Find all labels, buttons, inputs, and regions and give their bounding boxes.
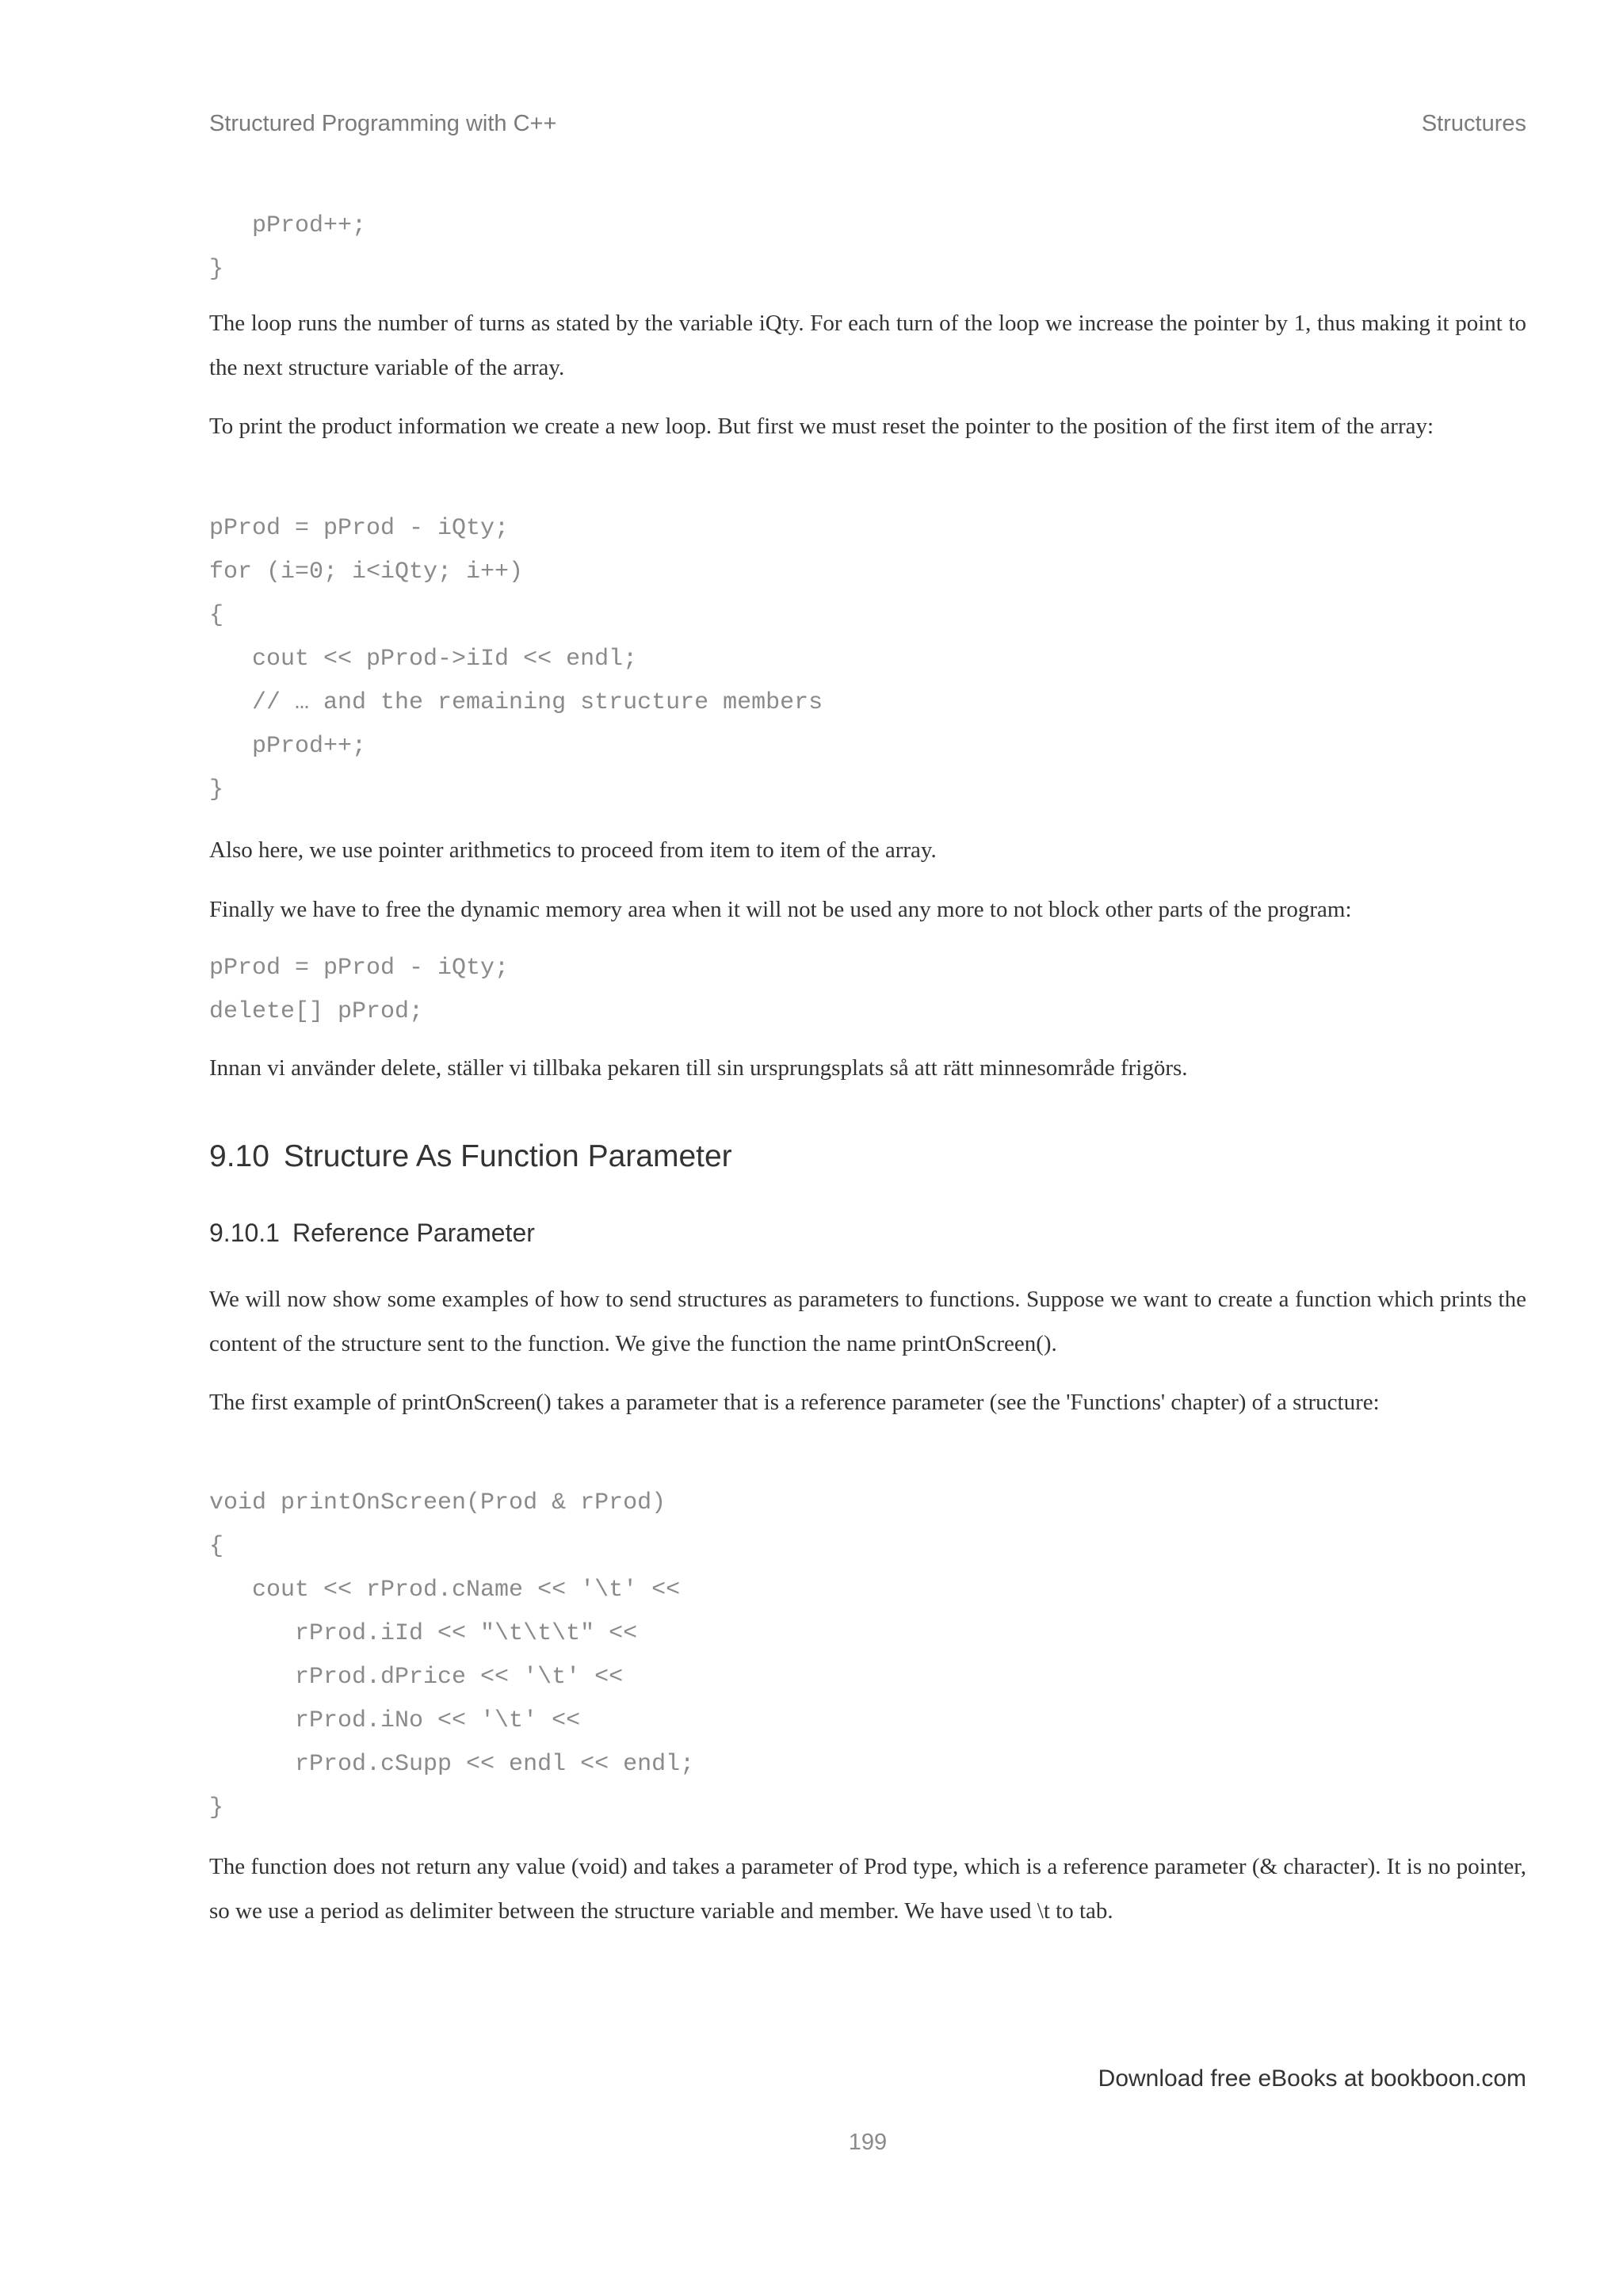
paragraph-free-memory: Finally we have to free the dynamic memory area when it will not be used any more to not block other parts of the program: xyxy=(209,897,1352,922)
code-block-print-function xyxy=(209,1482,694,1830)
code-line: rProd.iId << "\t\t\t" << xyxy=(209,1620,638,1647)
code-line: void printOnScreen(Prod & rProd) xyxy=(209,1489,666,1516)
code-line: rProd.iNo << '\t' << xyxy=(209,1707,581,1734)
subsection-heading xyxy=(209,1219,535,1248)
paragraph-loop-explanation: The loop runs the number of turns as stated by the variable iQty. For each turn of the loop we increase the pointer by 1, thus making it point to the next structure variable of the array. xyxy=(209,311,1526,380)
code-line: rProd.cSupp << endl << endl; xyxy=(209,1751,695,1778)
code-line: // … and the remaining structure members xyxy=(209,689,823,716)
book-title: Structured Programming with C++ xyxy=(209,111,557,136)
code-block-increment xyxy=(209,204,366,292)
code-line: pProd++; xyxy=(209,212,367,239)
code-line: { xyxy=(209,602,224,629)
section-number: 9.10 xyxy=(209,1139,269,1173)
document-page xyxy=(209,0,1526,2296)
code-line: } xyxy=(209,256,224,283)
code-line: pProd = pProd - iQty; xyxy=(209,515,510,542)
code-block-print-loop xyxy=(209,507,823,812)
paragraph-reference-example: The first example of printOnScreen() takes a parameter that is a reference parameter (see the 'Functions' chapter) of a structure: xyxy=(209,1390,1380,1415)
code-line: pProd++; xyxy=(209,733,367,760)
code-line: } xyxy=(209,1794,224,1821)
paragraph-pointer-arithmetic: Also here, we use pointer arithmetics to proceed from item to item of the array. xyxy=(209,837,937,863)
code-line: } xyxy=(209,776,224,803)
code-line: { xyxy=(209,1533,224,1560)
code-line: delete[] pProd; xyxy=(209,998,424,1025)
paragraph-function-explanation: The function does not return any value (void) and takes a parameter of Prod type, which is a reference parameter (& character). It is no pointer, so we use a period as delimiter between the structure variable and member. We have used \t to tab. xyxy=(209,1854,1526,1924)
bookboon-download-link[interactable]: Download free eBooks at bookboon.com xyxy=(1098,2065,1526,2092)
paragraph-swedish-note: Innan vi använder delete, ställer vi tillbaka pekaren till sin ursprungsplats så att rätt minnesområde frigörs. xyxy=(209,1055,1188,1081)
paragraph-examples-intro: We will now show some examples of how to send structures as parameters to functions. Suppose we want to create a function which prints the content of the structure sent to the function. We give the function the name printOnScreen(). xyxy=(209,1287,1526,1356)
section-title: Structure As Function Parameter xyxy=(283,1139,732,1173)
paragraph-print-loop-intro: To print the product information we create a new loop. But first we must reset the pointer to the position of the first item of the array: xyxy=(209,414,1434,439)
subsection-number: 9.10.1 xyxy=(209,1219,280,1247)
code-line: rProd.dPrice << '\t' << xyxy=(209,1664,624,1691)
code-line: pProd = pProd - iQty; xyxy=(209,955,510,982)
page-number: 199 xyxy=(848,2130,888,2155)
section-heading xyxy=(209,1139,732,1174)
subsection-title: Reference Parameter xyxy=(292,1219,535,1247)
code-line: for (i=0; i<iQty; i++) xyxy=(209,559,524,585)
running-header xyxy=(209,111,1526,143)
code-line: cout << pProd->iId << endl; xyxy=(209,646,638,673)
chapter-title: Structures xyxy=(1421,111,1526,136)
code-block-delete xyxy=(209,947,509,1034)
code-line: cout << rProd.cName << '\t' << xyxy=(209,1577,681,1604)
